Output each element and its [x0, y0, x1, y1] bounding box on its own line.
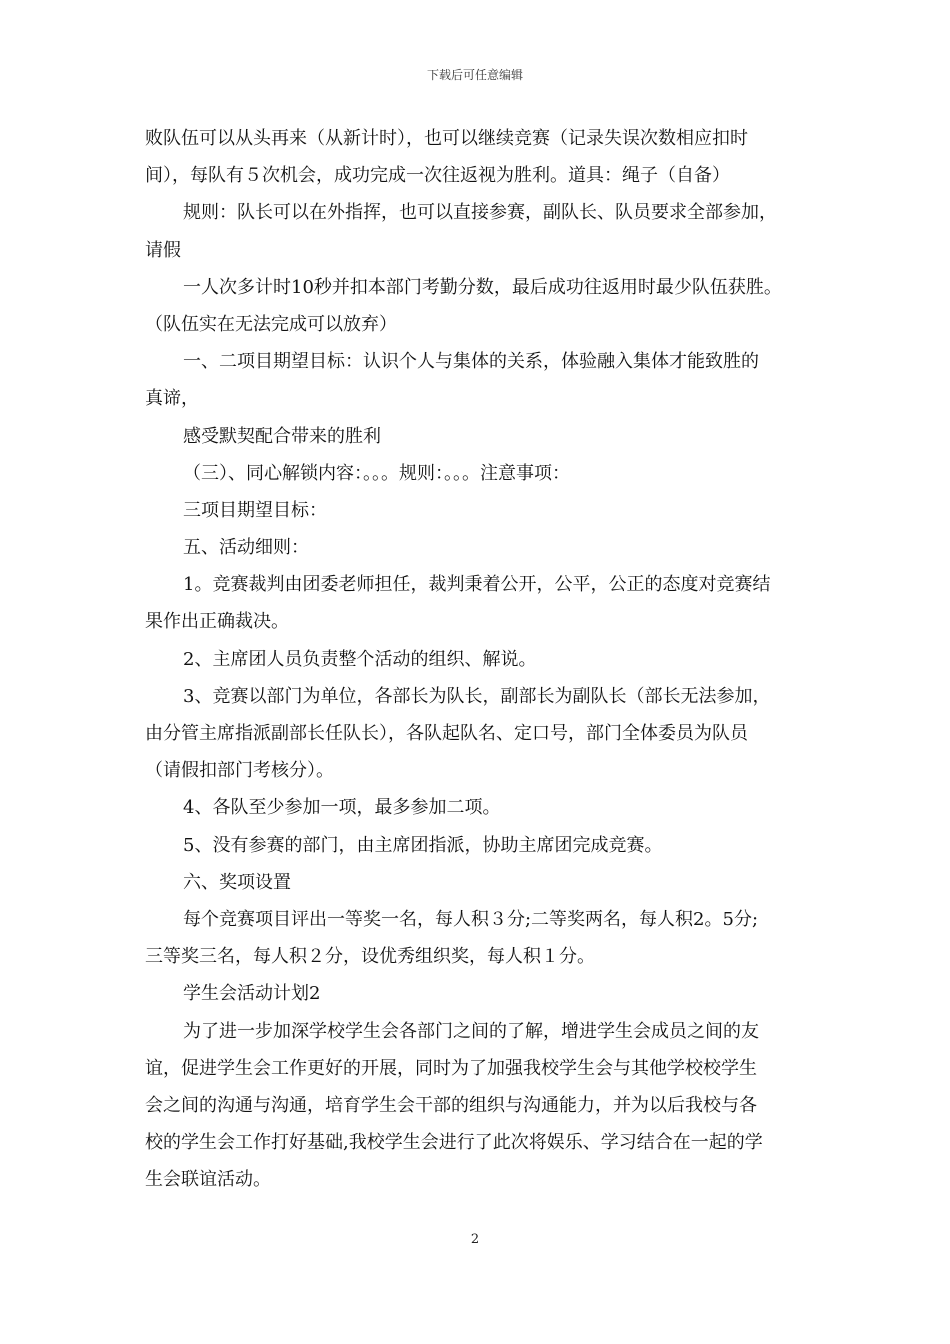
text-line: 三等奖三名，每人积２分，设优秀组织奖，每人积１分。	[145, 946, 595, 968]
text-line: 每个竞赛项目评出一等奖一名，每人积３分;二等奖两名，每人积2。5分;	[183, 908, 759, 930]
text-line: 三项目期望目标：	[183, 499, 327, 521]
text-line: 谊，促进学生会工作更好的开展，同时为了加强我校学生会与其他学校校学生	[145, 1057, 757, 1079]
text-line: 规则：队长可以在外指挥，也可以直接参赛，副队长、队员要求全部参加，	[183, 202, 777, 224]
text-line: （三）、同心解锁内容：。。。规则：。。。注意事项：	[183, 462, 570, 484]
text-line: （请假扣部门考核分）。	[145, 760, 334, 782]
text-line: 学生会活动计划2	[183, 983, 321, 1005]
text-line: 会之间的沟通与沟通，培育学生会干部的组织与沟通能力，并为以后我校与各	[145, 1094, 757, 1116]
text-line: 生会联谊活动。	[145, 1169, 271, 1191]
text-line: 真谛，	[145, 388, 199, 410]
text-line: 一、二项目期望目标：认识个人与集体的关系，体验融入集体才能致胜的	[183, 351, 759, 373]
text-line: 一人次多计时10秒并扣本部门考勤分数，最后成功往返用时最少队伍获胜。	[183, 276, 782, 298]
text-line: 感受默契配合带来的胜利	[183, 425, 381, 447]
text-line: 果作出正确裁决。	[145, 611, 289, 633]
text-line: 请假	[145, 239, 181, 261]
text-line: 六、奖项设置	[183, 871, 291, 893]
text-line: 2、主席团人员负责整个活动的组织、解说。	[183, 648, 537, 670]
document-body	[145, 120, 811, 1198]
page-header: 下载后可任意编辑	[426, 68, 523, 82]
text-line: 由分管主席指派副部长任队长），各队起队名、定口号，部门全体委员为队员	[145, 723, 748, 744]
text-line: 3、竞赛以部门为单位，各部长为队长，副部长为副队长（部长无法参加，	[183, 685, 771, 707]
text-line: 五、活动细则：	[183, 537, 309, 559]
text-line: 4、各队至少参加一项，最多参加二项。	[183, 797, 501, 819]
text-line: （队伍实在无法完成可以放弃）	[145, 313, 397, 335]
text-line: 5、没有参赛的部门，由主席团指派，协助主席团完成竞赛。	[183, 834, 663, 856]
text-line: 间），每队有５次机会，成功完成一次往返视为胜利。道具：绳子（自备）	[145, 165, 730, 187]
text-line: 为了进一步加深学校学生会各部门之间的了解，增进学生会成员之间的友	[183, 1020, 759, 1042]
page-number: 2	[470, 1232, 480, 1247]
text-line: 校的学生会工作打好基础,我校学生会进行了此次将娱乐、学习结合在一起的学	[145, 1132, 763, 1154]
text-line: 1。竞赛裁判由团委老师担任，裁判秉着公开，公平，公正的态度对竞赛结	[183, 574, 771, 596]
text-line: 败队伍可以从头再来（从新计时），也可以继续竞赛（记录失误次数相应扣时	[145, 128, 748, 149]
